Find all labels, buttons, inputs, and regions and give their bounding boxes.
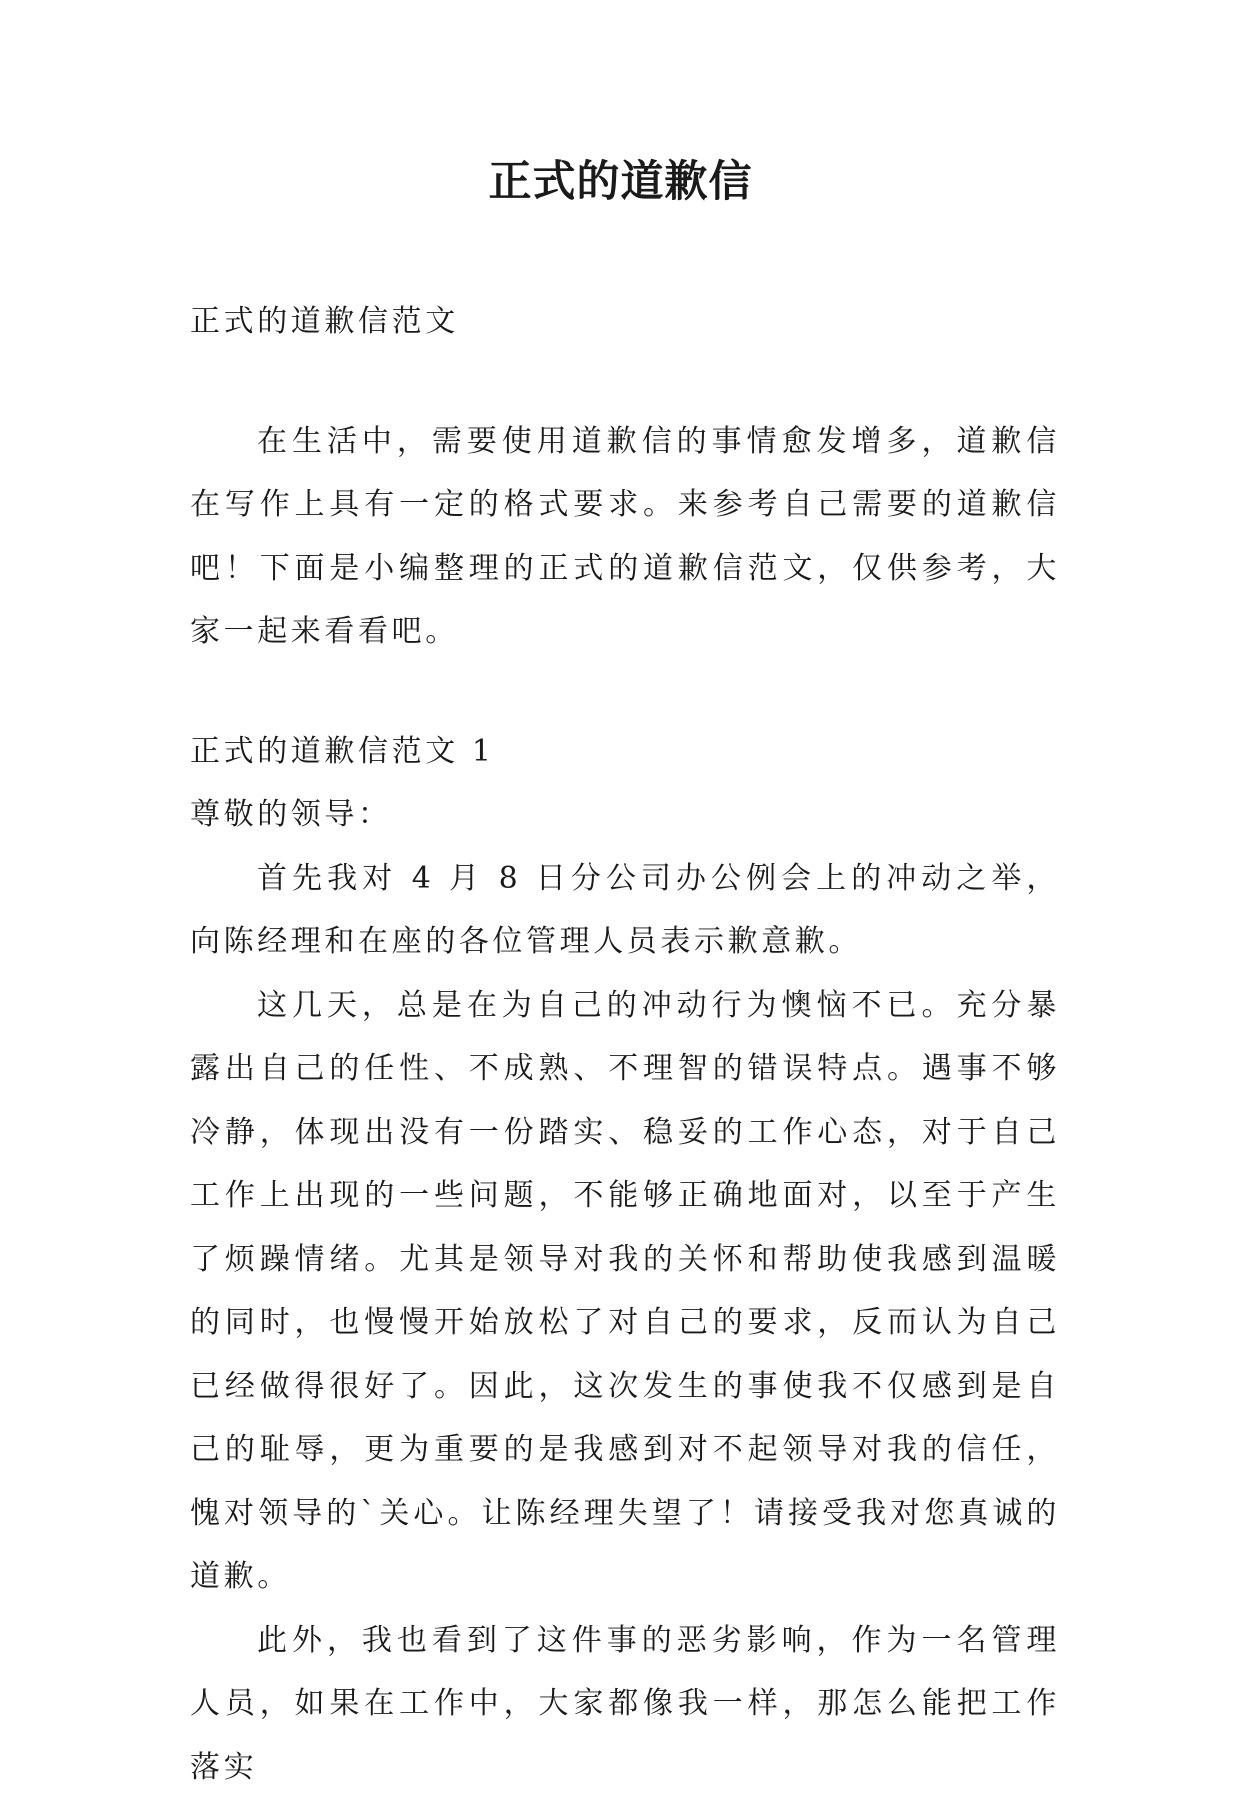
intro-paragraph: 在生活中，需要使用道歉信的事情愈发增多，道歉信在写作上具有一定的格式要求。来参考自己需要的道歉信吧！下面是小编整理的正式的道歉信范文，仅供参考，大家一起来看看吧。 bbox=[190, 410, 1060, 664]
section-heading: 正式的道歉信范文 1 bbox=[190, 720, 1060, 784]
body-paragraph-2: 这几天，总是在为自己的冲动行为懊恼不已。充分暴露出自己的任性、不成熟、不理智的错误特点。遇事不够冷静，体现出没有一份踏实、稳妥的工作心态，对于自己工作上出现的一些问题，不能够正确地面对，以至于产生了烦躁情绪。尤其是领导对我的关怀和帮助使我感到温暖的同时，也慢慢开始放松了对自己的要求，反而认为自己已经做得很好了。因此，这次发生的事使我不仅感到是自己的耻辱，更为重要的是我感到对不起领导对我的信任，愧对领导的`关心。让陈经理失望了！请接受我对您真诚的道歉。 bbox=[190, 974, 1060, 1609]
salutation: 尊敬的领导： bbox=[190, 783, 1060, 847]
body-paragraph-3: 此外，我也看到了这件事的恶劣影响，作为一名管理人员，如果在工作中，大家都像我一样，那怎么能把工作落实 bbox=[190, 1609, 1060, 1799]
document-subtitle: 正式的道歉信范文 bbox=[190, 290, 1060, 354]
document-title: 正式的道歉信 bbox=[0, 152, 1241, 212]
body-paragraph-1: 首先我对 4 月 8 日分公司办公例会上的冲动之举，向陈经理和在座的各位管理人员表示歉意歉。 bbox=[190, 847, 1060, 974]
document-body bbox=[190, 290, 1060, 1799]
